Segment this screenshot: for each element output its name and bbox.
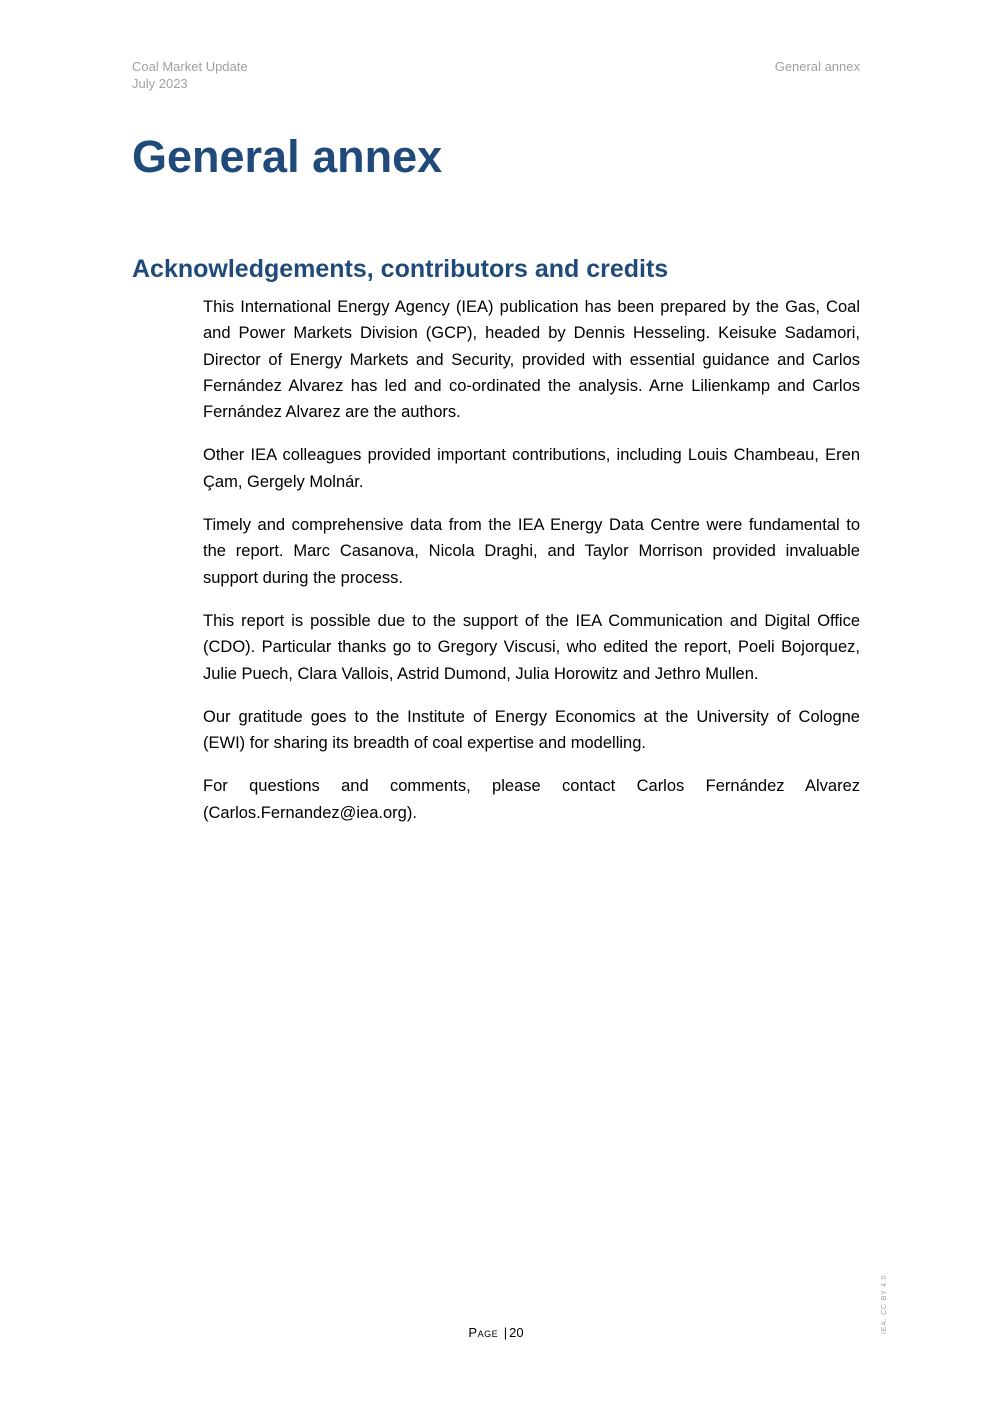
page-title: General annex: [132, 131, 443, 182]
running-header-left: [132, 58, 248, 92]
paragraph: This International Energy Agency (IEA) publication has been prepared by the Gas, Coal and Power Markets Division (GCP), headed by Dennis Hesseling. Keisuke Sadamori, Director of Energy Markets and Security, provided with essential guidance and Carlos Fernández Alvarez has led and co-ordinated the analysis. Arne Lilienkamp and Carlos Fernández Alvarez are the authors.: [203, 298, 860, 422]
page-number: 20: [509, 1325, 524, 1340]
report-name: Coal Market Update: [132, 59, 248, 74]
license-notice: IEA. CC BY 4.0.: [881, 1271, 888, 1334]
paragraph: Timely and comprehensive data from the IEA Energy Data Centre were fundamental to the report. Marc Casanova, Nicola Draghi, and Taylor Morrison provided invaluable support during the process.: [203, 516, 860, 587]
report-date: July 2023: [132, 76, 188, 91]
paragraph: For questions and comments, please contact Carlos Fernández Alvarez (Carlos.Fernandez@iea.org).: [203, 777, 860, 822]
paragraph: This report is possible due to the support of the IEA Communication and Digital Office (CDO). Particular thanks go to Gregory Viscusi, who edited the report, Poeli Bojorquez, Julie Puech, Clara Vallois, Astrid Dumond, Julia Horowitz and Jethro Mullen.: [203, 611, 860, 683]
paragraph: Other IEA colleagues provided important contributions, including Louis Chambeau, Eren Çam, Gergely Molnár.: [203, 446, 860, 491]
acknowledgements-body: [203, 294, 860, 843]
page-separator: |: [503, 1325, 508, 1340]
paragraph: Our gratitude goes to the Institute of Energy Economics at the University of Cologne (EWI) for sharing its breadth of coal expertise and modelling.: [203, 707, 860, 753]
running-header-right: [775, 58, 860, 75]
section-name: General annex: [774, 59, 860, 74]
section-title: Acknowledgements, contributors and credits: [132, 255, 669, 283]
page-footer: [0, 1325, 992, 1340]
page-label: Page: [468, 1325, 499, 1340]
